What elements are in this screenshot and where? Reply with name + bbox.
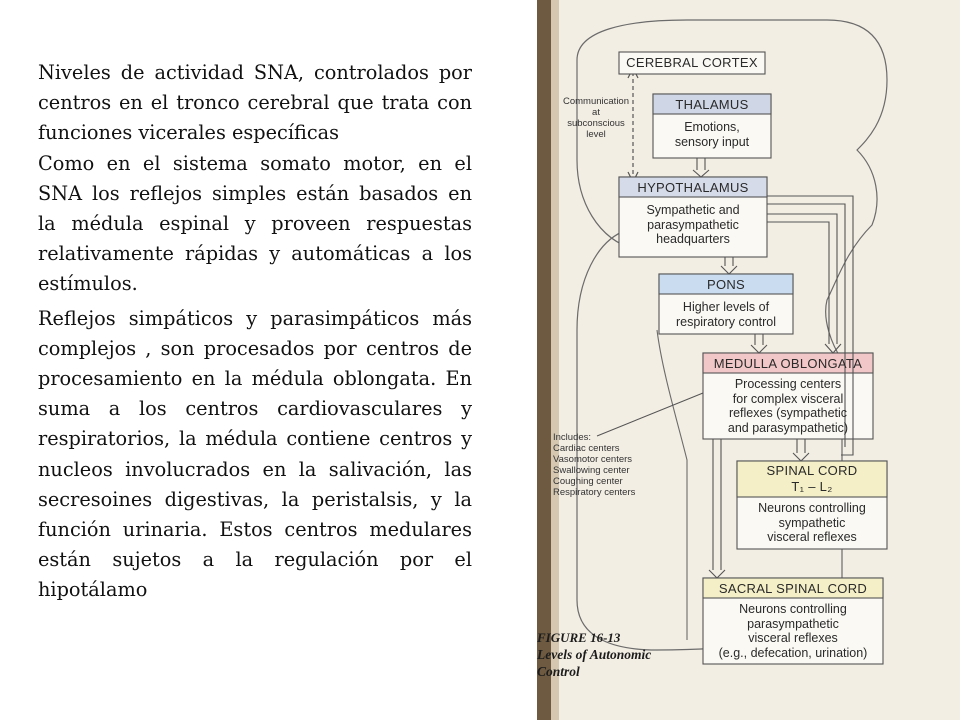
sacral-title: SACRAL SPINAL CORD	[718, 581, 868, 596]
hypothalamus-body: Sympathetic and parasympathetic headquarters	[646, 203, 740, 246]
thalamus-body: Emotions, sensory input	[674, 120, 750, 149]
sacral-body: Neurons controlling parasympathetic visceral reflexes (e.g., defecation, urination)	[718, 602, 868, 660]
paragraph-1: Niveles de actividad SNA, controlados por centros en el tronco cerebral que trata con funciones vicerales específicas	[38, 61, 472, 145]
hypothalamus-title: HYPOTHALAMUS	[637, 180, 749, 195]
figure-labels	[537, 0, 960, 720]
paragraph-2: Como en el sistema somato motor, en el SNA los reflejos simples están basados en la médula espinal y proveen respuestas relativamente rápidas y automáticas a los estímulos.	[38, 151, 472, 296]
thalamus-title: THALAMUS	[675, 97, 749, 112]
includes-list: Includes: Cardiac centers Vasomotor centers Swallowing center Coughing center Respiratory centers	[553, 432, 636, 498]
caption-title-1: Levels of Autonomic	[537, 647, 652, 662]
communication-note: Communication at subconscious level	[563, 96, 629, 140]
medulla-title: MEDULLA OBLONGATA	[713, 356, 863, 371]
caption-title-2: Control	[537, 664, 580, 679]
cerebral-cortex-label: CEREBRAL CORTEX	[626, 55, 758, 70]
autonomic-control-figure	[537, 0, 960, 720]
spinal-cord-title: SPINAL CORD	[766, 463, 858, 478]
caption-label: FIGURE 16-13	[537, 630, 621, 645]
medulla-body: Processing centers for complex visceral reflexes (sympathetic and parasympathetic)	[727, 377, 849, 435]
pons-body: Higher levels of respiratory control	[675, 300, 777, 329]
spinal-cord-segments: T₁ – L₂	[791, 479, 833, 494]
spinal-cord-body: Neurons controlling sympathetic visceral reflexes	[758, 501, 866, 544]
pons-title: PONS	[706, 277, 746, 292]
text-panel	[38, 58, 472, 606]
paragraph-3: Reflejos simpáticos y parasimpáticos más complejos , son procesados por centros de procesamiento en la médula oblongata. En suma a los centros cardiovasculares y respiratorios, la médula contiene centros y nucleos involucrados en la salivación, las secresoines digestivas, la peristalsis, y la función urinaria. Estos centros medulares están sujetos a la regulación por el hipotálamo	[38, 306, 472, 602]
